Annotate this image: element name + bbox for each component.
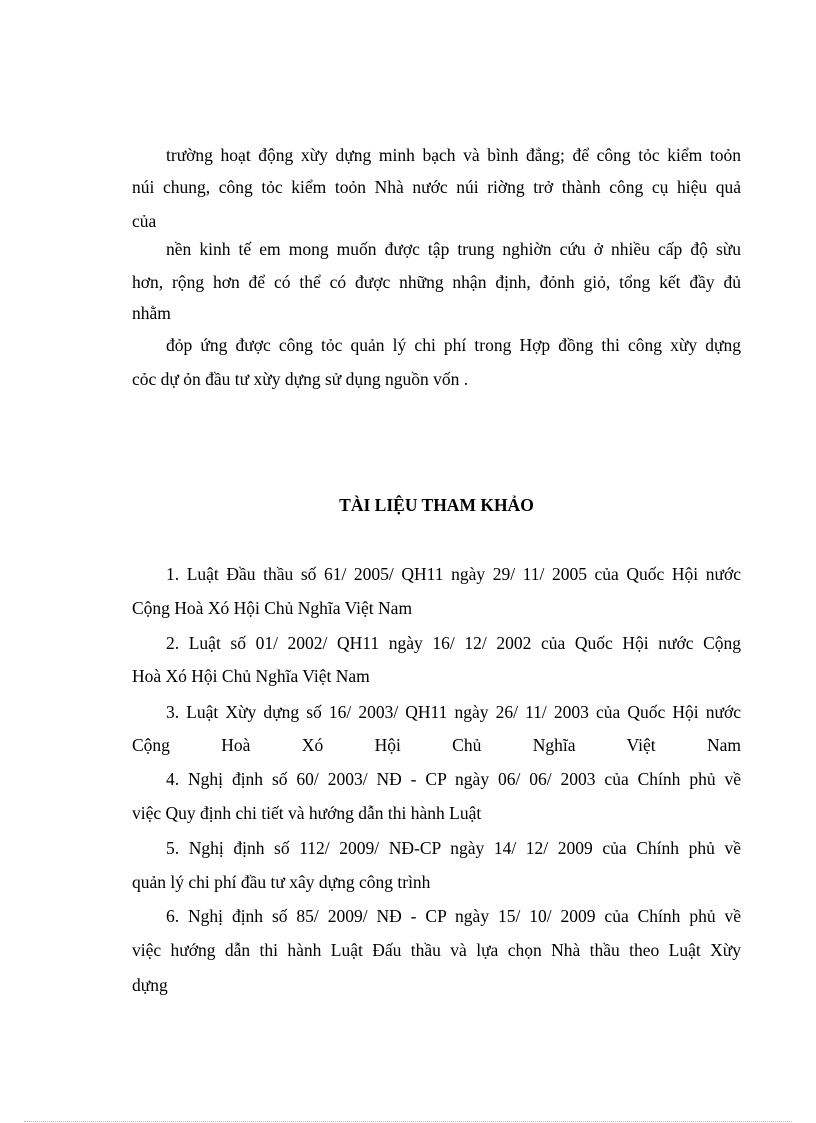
reference-line-3: 2. Luật số 01/ 2002/ QH11 ngày 16/ 12/ 2002 của Quốc Hội nước Cộng bbox=[166, 633, 741, 653]
reference-line-8: việc Quy định chi tiết và hướng dẫn thi hành Luật bbox=[132, 803, 482, 823]
reference-line-5: 3. Luật Xừy dựng số 16/ 2003/ QH11 ngày 26/ 11/ 2003 của Quốc Hội nước bbox=[166, 702, 741, 722]
reference-line-13: dựng bbox=[132, 975, 168, 995]
body-line-1: trường hoạt động xừy dựng minh bạch và bình đẳng; để công tỏc kiểm toỏn bbox=[166, 145, 741, 165]
body-line-7: đỏp ứng được công tỏc quản lý chi phí trong Hợp đồng thi công xừy dựng bbox=[166, 335, 741, 355]
body-line-6: nhằm bbox=[132, 303, 171, 323]
reference-line-10: quản lý chi phí đầu tư xây dựng công trình bbox=[132, 872, 431, 892]
body-line-2: núi chung, công tỏc kiểm toỏn Nhà nước núi riờng trở thành công cụ hiệu quả bbox=[132, 177, 741, 197]
reference-line-1: 1. Luật Đầu thầu số 61/ 2005/ QH11 ngày 29/ 11/ 2005 của Quốc Hội nước bbox=[166, 564, 741, 584]
reference-line-4: Hoà Xó Hội Chủ Nghĩa Việt Nam bbox=[132, 666, 370, 686]
reference-line-9: 5. Nghị định số 112/ 2009/ NĐ-CP ngày 14/ 12/ 2009 của Chính phủ về bbox=[166, 838, 741, 858]
references-heading: TÀI LIỆU THAM KHẢO bbox=[339, 495, 534, 515]
body-line-4: nền kinh tế em mong muốn được tập trung nghiờn cứu ở nhiều cấp độ sừu bbox=[166, 239, 741, 259]
reference-line-7: 4. Nghị định số 60/ 2003/ NĐ - CP ngày 06/ 06/ 2003 của Chính phủ về bbox=[166, 769, 741, 789]
reference-line-12: việc hướng dẫn thi hành Luật Đấu thầu và lựa chọn Nhà thầu theo Luật Xừy bbox=[132, 940, 741, 960]
reference-line-11: 6. Nghị định số 85/ 2009/ NĐ - CP ngày 15/ 10/ 2009 của Chính phủ về bbox=[166, 906, 741, 926]
body-line-8: cỏc dự ỏn đầu tư xừy dựng sử dụng nguồn vốn . bbox=[132, 369, 469, 389]
page-bottom-divider bbox=[24, 1121, 792, 1122]
body-line-5: hơn, rộng hơn để có thể có được những nhận định, đỏnh giỏ, tổng kết đầy đủ bbox=[132, 272, 741, 292]
reference-line-2: Cộng Hoà Xó Hội Chủ Nghĩa Việt Nam bbox=[132, 598, 413, 618]
body-line-3: của bbox=[132, 211, 157, 231]
reference-line-6: Cộng Hoà Xó Hội Chủ Nghĩa Việt Nam bbox=[132, 735, 741, 755]
